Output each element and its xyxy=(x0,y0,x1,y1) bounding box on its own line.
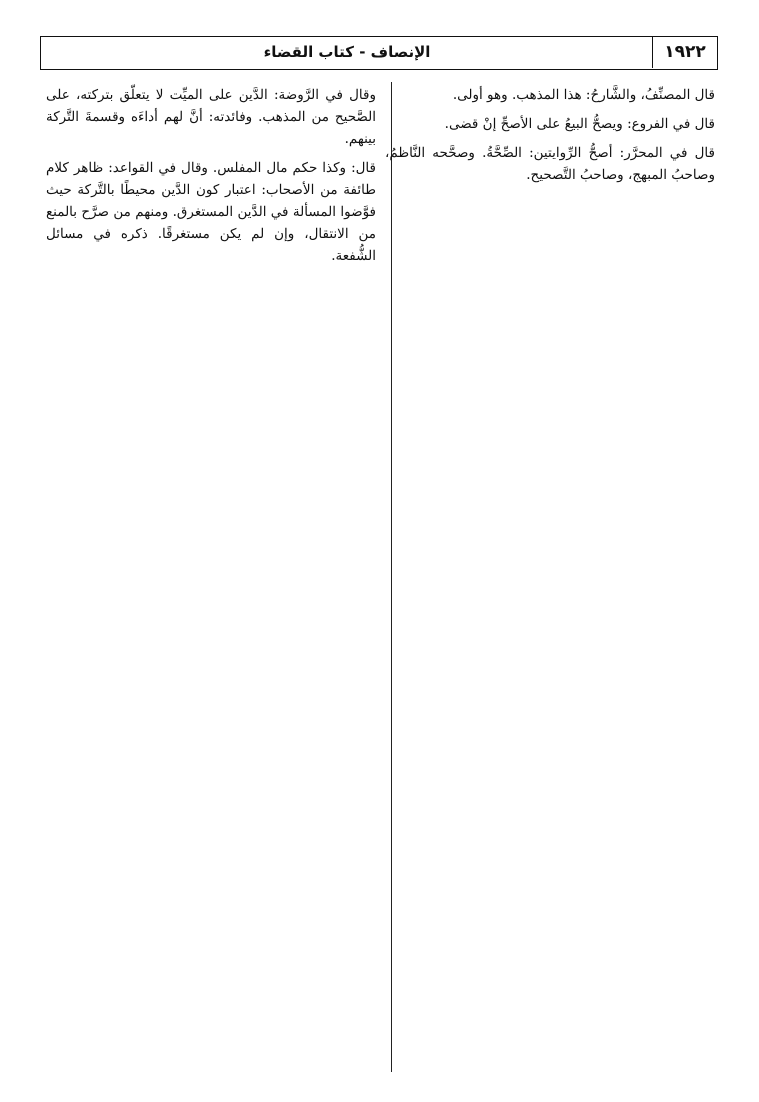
paragraph: قال المصنِّفُ، والشَّارحُ: هذا المذهب. وهو أولى. xyxy=(452,87,715,103)
paragraph: قال في المحرَّر: أصحُّ الرِّوايتين: الصِّحَّةُ. وصحَّحه النَّاظمُ، وصاحبُ المبهج، وصاحبُ التَّصحيح. xyxy=(385,145,715,183)
running-title: الإنصاف - كتاب القضاء xyxy=(263,43,431,61)
right-column xyxy=(385,84,715,193)
left-column xyxy=(46,84,376,274)
page-header xyxy=(40,36,718,70)
paragraph: وقال في الرَّوضة: الدَّين على الميِّت لا يتعلَّق بتركته، على الصَّحيح من المذهب. وفائدته: أنَّ لهم أداءَه وقسمةَ التَّركة بينهم. xyxy=(46,87,376,147)
paragraph: قال في الفروع: ويصحُّ البيعُ على الأصحِّ إنْ قضى. xyxy=(444,116,715,132)
page-number: ١٩٢٢ xyxy=(652,37,717,68)
column-divider xyxy=(391,82,392,1072)
paragraph: قال: وكذا حكم مال المفلس. وقال في القواعد: ظاهر كلام طائفة من الأصحاب: اعتبار كون الدَّين محيطًا بالتَّركة حيث فوَّضوا المسألة في الدَّين المستغرق. ومنهم من صرَّح بالمنع من الانتقال، وإن لم يكن مستغرقًا. ذكره في مسائل الشُّفعة. xyxy=(46,160,376,264)
